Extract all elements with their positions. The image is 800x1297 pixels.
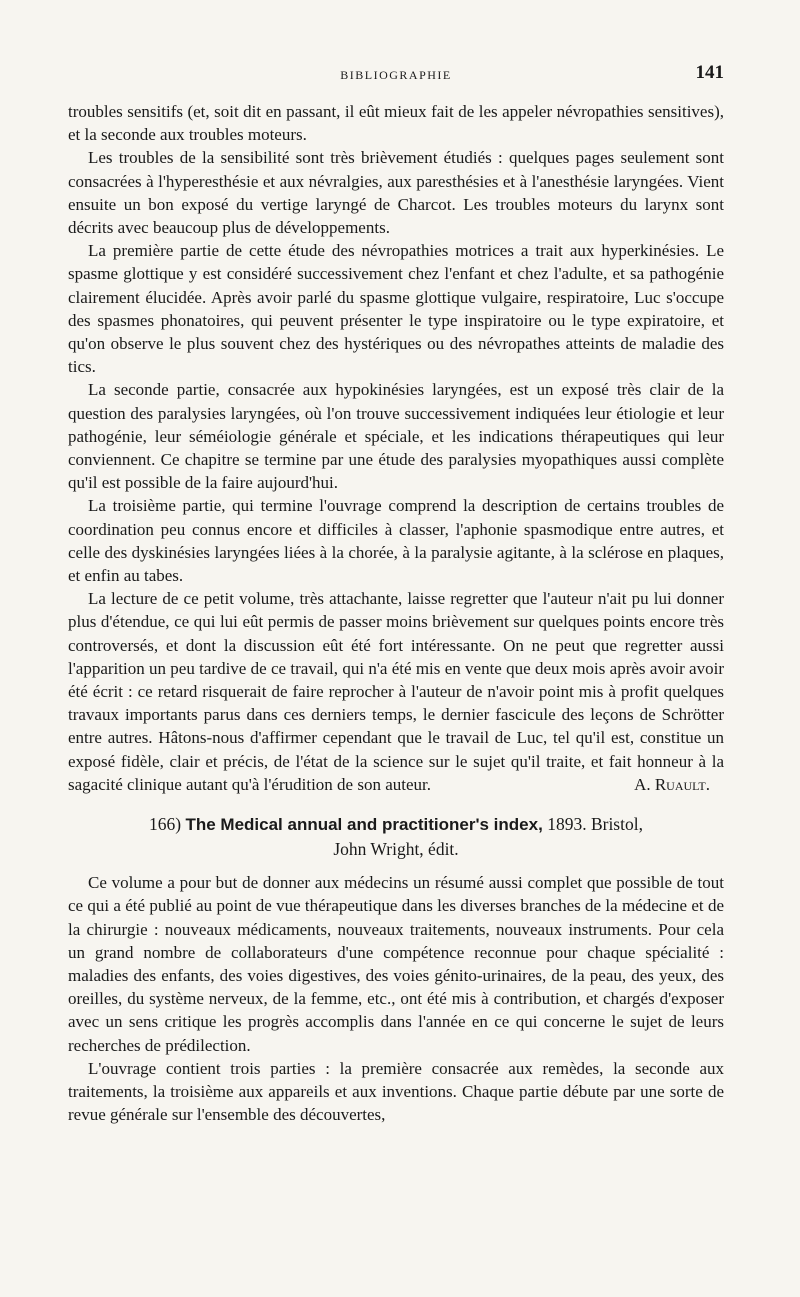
entry-publisher: John Wright, édit. [333, 839, 459, 860]
review-signature: A. Ruault. [634, 774, 710, 794]
paragraph: La seconde partie, consacrée aux hypokinésies laryngées, est un exposé très clair de la question des paralysies laryngées, où l'on trouve successivement indiquées leur étiologie et leur pathogénie, leur séméiologie générale et spéciale, et les indications thérapeutiques qui leur conviennent. Ce chapitre se termine par une étude des paralysies myopathiques aussi complète qu'il est possible de la faire aujourd'hui. [68, 380, 724, 493]
paragraph-text: La lecture de ce petit volume, très attachante, laisse regretter que l'auteur n'ait pu lui donner plus d'étendue, ce qui lui eût permis de passer moins brièvement sur quelques points encore très controversés, et dont la discussion eût été fort intéressante. On ne peut que regretter aussi l'apparition un peu tardive de ce travail, qui n'a été mis en vente que deux mois après avoir avoir été écrit : ce retard risquerait de faire reprocher à l'auteur de n'avoir point mis à profit quelques travaux importants parus dans ces derniers temps, le dernier fascicule des leçons de Schrötter entre autres. Hâtons-nous d'affirmer cependant que le travail de Luc, tel qu'il est, constitue un exposé fidèle, clair et précis, de l'état de la science sur le sujet qu'il traite, et fait honneur à la sagacité clinique autant qu'à l'érudition de son auteur. [68, 589, 724, 794]
paragraph [68, 587, 724, 796]
paragraph: Ce volume a pour but de donner aux médecins un résumé aussi complet que possible de tout ce qui a été publié au point de vue thérapeutique dans les diverses branches de la médecine et de la chirurgie : nouveaux médicaments, nouveaux traitements, nouveaux instruments. Pour cela un grand nombre de collaborateurs d'une compétence reconnue pour chaque spécialité : maladies des enfants, des voies digestives, des voies génito-urinaires, de la peau, des yeux, des oreilles, du système nerveux, de la femme, etc., ont été mis à contribution, et chargés d'exposer avec un sens critique les progrès accomplis dans l'année en ce qui concerne le sujet de leurs recherches de prédilection. [68, 873, 724, 1055]
paragraph: troubles sensitifs (et, soit dit en passant, il eût mieux fait de les appeler névropathies sensitives), et la seconde aux troubles moteurs. [68, 102, 724, 145]
entry-number: 166) [149, 814, 182, 835]
paragraph: Les troubles de la sensibilité sont très brièvement étudiés : quelques pages seulement sont consacrées à l'hyperesthésie et aux névralgies, aux paresthésies et à l'anesthésie laryngées. Vient ensuite un bon exposé du vertige laryngé de Charcot. Les troubles moteurs du larynx sont décrits avec beaucoup plus de développements. [68, 148, 724, 238]
running-title: BIBLIOGRAPHIE [340, 68, 452, 82]
bibliography-entry-heading [68, 812, 724, 861]
page-body [68, 100, 724, 1126]
paragraph: La troisième partie, qui termine l'ouvrage comprend la description de certains troubles de coordination peu connus encore et difficiles à classer, l'aphonie spasmodique entre autres, et celle des dyskinésies laryngées liées à la chorée, à la paralysie agitante, à la sclérose en plaques, et enfin au tabes. [68, 496, 724, 586]
running-header [68, 60, 724, 90]
page-number: 141 [695, 62, 724, 83]
entry-year-place: 1893. Bristol, [547, 814, 643, 835]
paragraph: La première partie de cette étude des névropathies motrices a trait aux hyperkinésies. Le spasme glottique y est considéré successivement chez l'enfant et chez l'adulte, et sa pathogénie clairement élucidée. Après avoir parlé du spasme glottique vulgaire, respiratoire, Luc s'occupe des spasmes phonatoires, qui peuvent présenter le type inspiratoire ou le type expiratoire, et qu'on observe le plus souvent chez des hystériques ou des névropathes atteints de maladie des tics. [68, 241, 724, 377]
entry-title: The Medical annual and practitioner's index, [185, 815, 543, 835]
paragraph: L'ouvrage contient trois parties : la première consacrée aux remèdes, la seconde aux traitements, la troisième aux appareils et aux inventions. Chaque partie débute par une sorte de revue générale sur l'ensemble des découvertes, [68, 1058, 724, 1125]
